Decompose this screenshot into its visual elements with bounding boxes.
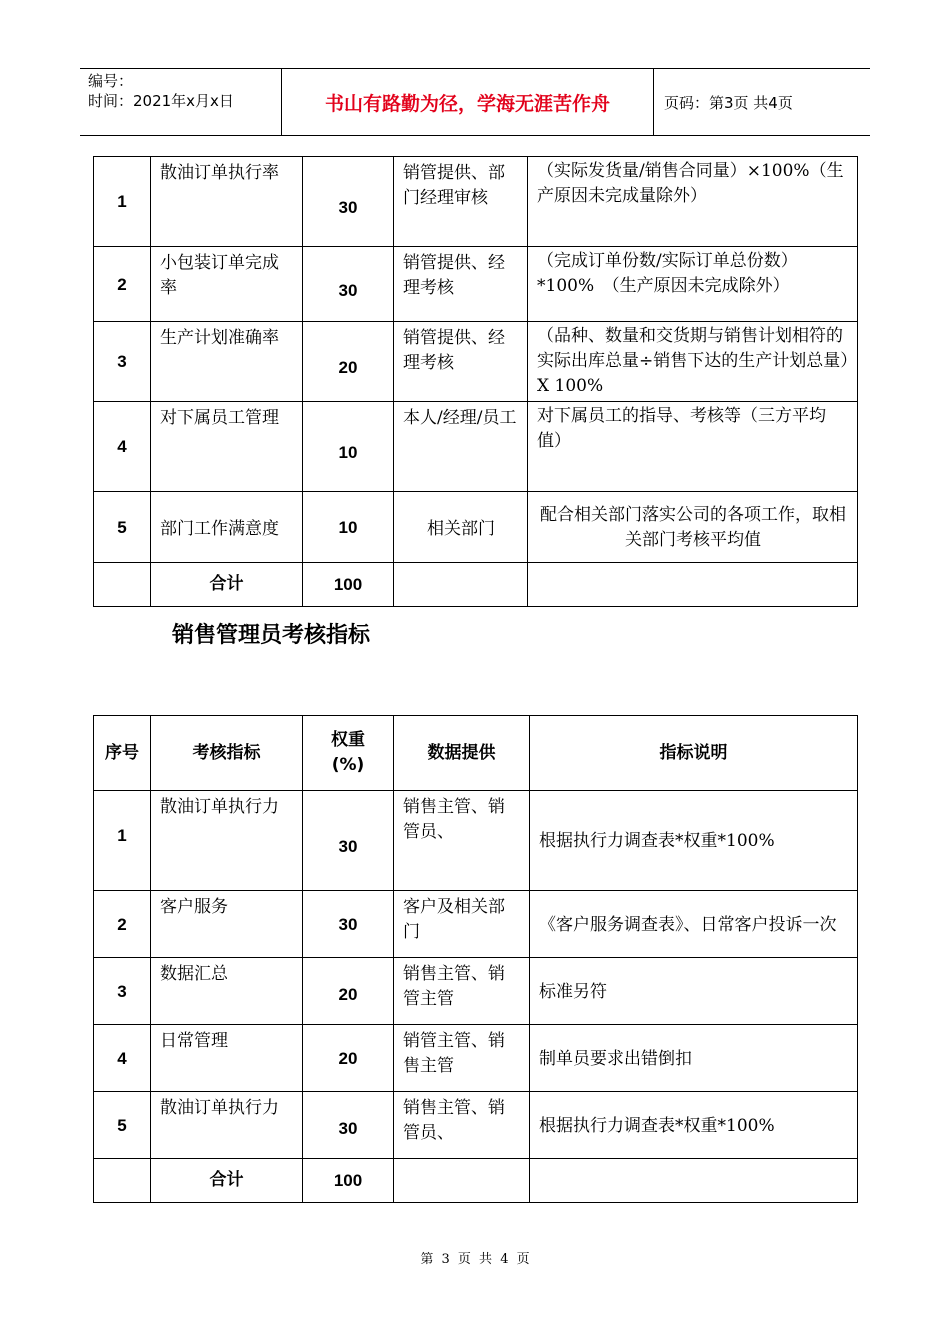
description-cell: 根据执行力调查表*权重*100% — [530, 1092, 858, 1159]
table-row — [94, 402, 858, 492]
indicator-cell: 散油订单执行率 — [151, 157, 303, 247]
table-row — [94, 891, 858, 958]
header-provider: 数据提供 — [394, 716, 530, 791]
code-label: 编号： — [88, 72, 134, 90]
empty-cell — [394, 563, 528, 607]
header-weight-line2: (%) — [331, 755, 365, 775]
empty-cell — [94, 1159, 151, 1203]
page-header — [80, 68, 870, 136]
weight-value: 30 — [338, 198, 358, 217]
table-row — [94, 1092, 858, 1159]
description-cell: 《客户服务调查表》、日常客户投诉一次 — [530, 891, 858, 958]
indicator-cell: 日常管理 — [151, 1025, 303, 1092]
row-number: 3 — [94, 958, 151, 1025]
total-row — [94, 563, 858, 607]
empty-cell — [528, 563, 858, 607]
row-number-value: 1 — [117, 826, 127, 845]
table-row — [94, 322, 858, 402]
weight-value: 30 — [338, 280, 358, 300]
indicator-cell: 生产计划准确率 — [151, 322, 303, 402]
weight-value: 30 — [338, 1118, 358, 1138]
header-weight-line1: 权重 — [331, 730, 365, 750]
indicator-cell: 部门工作满意度 — [151, 492, 303, 563]
manager-kpi-table — [93, 156, 858, 607]
provider-cell: 销售主管、销管员、 — [394, 791, 530, 891]
total-value: 100 — [303, 563, 394, 607]
weight-cell — [303, 791, 394, 891]
empty-cell — [530, 1159, 858, 1203]
weight-cell — [303, 492, 394, 563]
description-cell: 标准另符 — [530, 958, 858, 1025]
total-label: 合计 — [151, 1159, 303, 1203]
table-row — [94, 157, 858, 247]
indicator-cell: 数据汇总 — [151, 958, 303, 1025]
row-number — [94, 791, 151, 891]
indicator-cell: 散油订单执行力 — [151, 1092, 303, 1159]
weight-value: 30 — [338, 837, 358, 856]
table-row — [94, 791, 858, 891]
time-label: 时间：2021年x月x日 — [88, 92, 234, 110]
provider-cell: 相关部门 — [394, 492, 528, 563]
weight-cell — [303, 247, 394, 322]
provider-cell: 销管主管、销售主管 — [394, 1025, 530, 1092]
provider-cell: 销管提供、经理考核 — [394, 247, 528, 322]
header-motto: 书山有路勤为径，学海无涯苦作舟 — [282, 69, 654, 135]
header-page-info: 页码：第3页 共4页 — [664, 93, 793, 112]
weight-cell — [303, 891, 394, 958]
table-row — [94, 492, 858, 563]
weight-value: 10 — [338, 443, 358, 462]
total-label: 合计 — [151, 563, 303, 607]
indicator-cell: 客户服务 — [151, 891, 303, 958]
row-number: 2 — [94, 891, 151, 958]
row-number: 2 — [94, 247, 151, 322]
sales-admin-kpi-table — [93, 715, 858, 1203]
weight-cell — [303, 1025, 394, 1092]
weight-cell — [303, 322, 394, 402]
weight-value: 20 — [338, 358, 358, 377]
page-footer: 第 3 页 共 4 页 — [420, 1252, 530, 1267]
description-cell: （品种、数量和交货期与销售计划相符的实际出库总量÷销售下达的生产计划总量）X 100% — [528, 322, 858, 402]
empty-cell — [94, 563, 151, 607]
row-number: 5 — [94, 1092, 151, 1159]
weight-value: 20 — [338, 984, 358, 1004]
provider-cell: 本人/经理/员工 — [394, 402, 528, 492]
weight-value: 20 — [338, 1048, 358, 1068]
indicator-cell: 散油订单执行力 — [151, 791, 303, 891]
table-row — [94, 1025, 858, 1092]
table-header-row — [94, 716, 858, 791]
provider-cell: 销管提供、部门经理审核 — [394, 157, 528, 247]
indicator-cell: 对下属员工管理 — [151, 402, 303, 492]
header-no: 序号 — [94, 716, 151, 791]
weight-cell — [303, 958, 394, 1025]
header-description: 指标说明 — [530, 716, 858, 791]
header-indicator: 考核指标 — [151, 716, 303, 791]
provider-cell: 销售主管、销管主管 — [394, 958, 530, 1025]
row-number: 4 — [94, 402, 151, 492]
weight-cell — [303, 402, 394, 492]
total-row — [94, 1159, 858, 1203]
header-weight — [303, 716, 394, 791]
weight-value: 10 — [338, 517, 358, 537]
description-cell: （完成订单份数/实际订单总份数）*100% （生产原因未完成除外） — [528, 247, 858, 322]
provider-cell: 客户及相关部门 — [394, 891, 530, 958]
weight-cell — [303, 157, 394, 247]
description-cell: 配合相关部门落实公司的各项工作，取相关部门考核平均值 — [528, 492, 858, 563]
row-number: 4 — [94, 1025, 151, 1092]
header-meta — [80, 69, 282, 135]
weight-cell — [303, 1092, 394, 1159]
row-number: 3 — [94, 322, 151, 402]
provider-cell: 销售主管、销管员、 — [394, 1092, 530, 1159]
table-row — [94, 247, 858, 322]
provider-cell: 销管提供、经理考核 — [394, 322, 528, 402]
description-cell: （实际发货量/销售合同量）×100%（生产原因未完成量除外） — [528, 157, 858, 247]
description-cell: 制单员要求出错倒扣 — [530, 1025, 858, 1092]
empty-cell — [394, 1159, 530, 1203]
total-value: 100 — [303, 1159, 394, 1203]
weight-value: 30 — [338, 914, 358, 934]
table-row — [94, 958, 858, 1025]
description-cell: 对下属员工的指导、考核等（三方平均值） — [528, 402, 858, 492]
section-title: 销售管理员考核指标 — [172, 623, 371, 648]
indicator-cell: 小包装订单完成率 — [151, 247, 303, 322]
row-number: 1 — [94, 157, 151, 247]
row-number: 5 — [94, 492, 151, 563]
description-cell: 根据执行力调查表*权重*100% — [530, 791, 858, 891]
